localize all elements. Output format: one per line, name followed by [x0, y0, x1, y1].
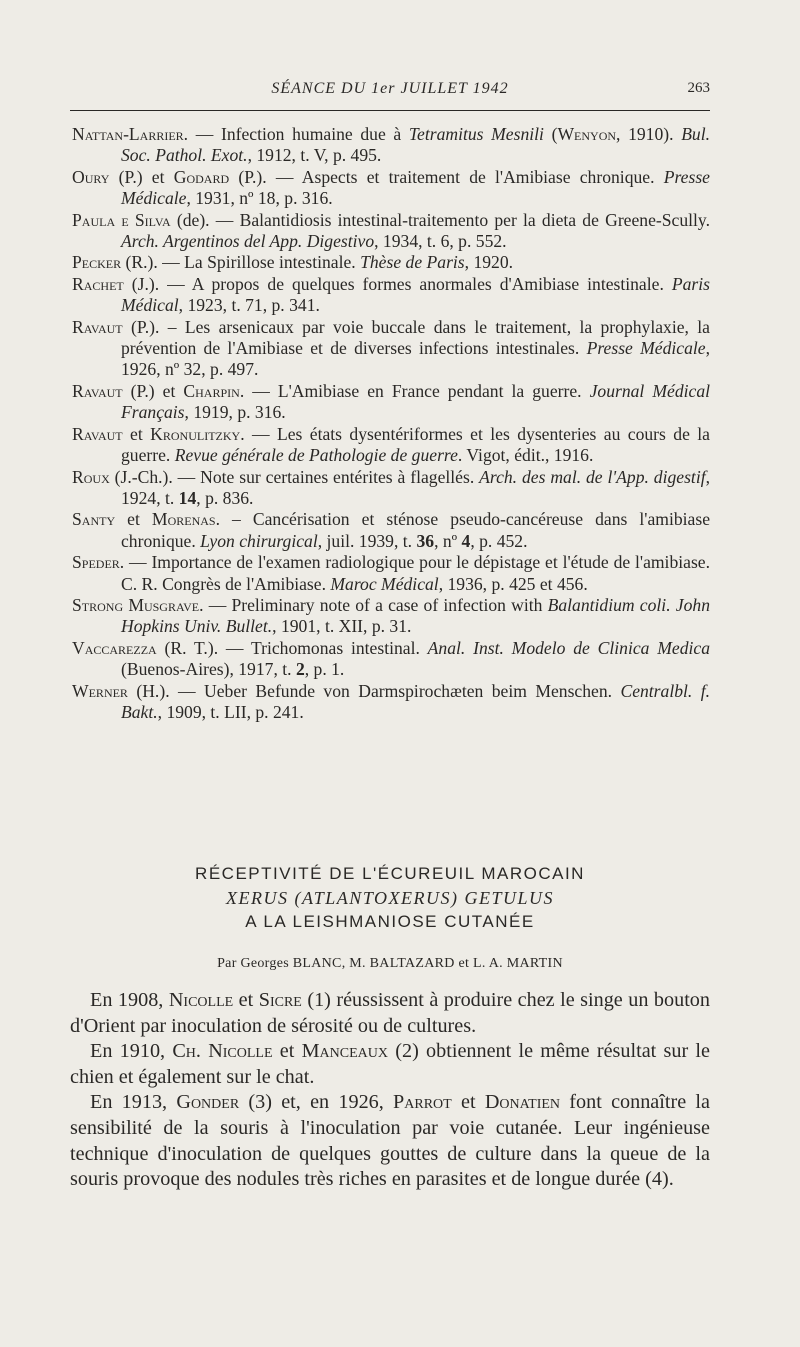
- author-name: Donatien: [484, 1091, 561, 1114]
- text: En 1913,: [90, 1091, 177, 1114]
- running-title: SÉANCE DU 1er JUILLET 1942: [271, 80, 509, 97]
- text: En 1910,: [90, 1040, 173, 1063]
- ref-author: Nattan-Larrier.: [72, 124, 189, 144]
- author-name: Manceaux: [301, 1040, 389, 1063]
- ref-text: (J.). — A propos de quelques formes anormales d'Amibiase intestinale.: [123, 273, 672, 294]
- text: En 1908,: [90, 989, 169, 1011]
- ref-citation: , p. 452.: [470, 530, 528, 551]
- reference-item: [72, 252, 710, 273]
- ref-journal: Presse Médicale: [586, 338, 706, 359]
- ref-author: Charpin: [183, 380, 240, 401]
- ref-citation: , 1924, t.: [121, 466, 710, 508]
- ref-journal: Thèse de Paris: [360, 252, 465, 273]
- ref-author: Morenas: [151, 509, 216, 530]
- ref-citation: , 1931, nº 18, p. 316.: [186, 188, 333, 209]
- ref-author: Pecker: [72, 252, 122, 273]
- ref-citation: , nº: [434, 530, 462, 551]
- paragraph: [70, 1039, 710, 1090]
- ref-journal: Anal. Inst. Modelo de Clinica Medica: [427, 637, 710, 658]
- ref-author: Roux: [72, 466, 110, 487]
- ref-author: Paula e Silva: [72, 209, 171, 230]
- ref-author: Ravaut: [72, 423, 123, 444]
- text: (3) et, en 1926,: [239, 1091, 394, 1114]
- ref-citation: , 1920.: [464, 252, 514, 273]
- reference-item: [72, 509, 710, 552]
- reference-item: [72, 167, 710, 210]
- ref-journal: Maroc Médical: [330, 573, 439, 594]
- ref-text: (P.) et: [109, 166, 174, 187]
- reference-item: [72, 424, 710, 467]
- ref-journal: Balantidium coli. John Hopkins Univ. Bullet.: [121, 594, 710, 637]
- article-body: [70, 988, 710, 1193]
- ref-citation: , p. 836.: [196, 487, 254, 508]
- bibliography: [72, 124, 710, 723]
- ref-journal: Centralbl. f. Bakt.: [121, 680, 710, 722]
- ref-author: Werner: [72, 680, 128, 701]
- ref-author: Godard: [173, 166, 230, 187]
- ref-text: , 1910).: [616, 124, 682, 144]
- title-line-species: XERUS (ATLANTOXERUS) GETULUS: [225, 888, 554, 908]
- ref-text: et: [122, 423, 151, 444]
- ref-citation: , 1912, t. V, p. 495.: [247, 145, 382, 166]
- ref-volume: 14: [178, 487, 197, 508]
- author-name: Gonder: [176, 1091, 240, 1114]
- text: et: [272, 1040, 302, 1063]
- reference-item: [72, 595, 710, 638]
- ref-volume: 2: [295, 659, 305, 680]
- author-name: Nicolle: [168, 989, 234, 1011]
- ref-text: (R.). — La Spirillose intestinale.: [121, 252, 361, 273]
- ref-author: Santy: [72, 509, 116, 530]
- author-name: Parrot: [393, 1091, 452, 1114]
- text: font connaître la sensibilité de la souris à l'inoculation par voie cutanée. Leur ingénieuse technique d'inoculation de quelques gouttes de culture dans la queue de la souris provoque des nodules très riches en parasites et de longue durée (4).: [70, 1091, 710, 1191]
- ref-citation: . Vigot, édit., 1916.: [457, 445, 594, 466]
- ref-citation: , 1901, t. XII, p. 31.: [272, 616, 412, 637]
- ref-citation: (Buenos-Aires), 1917, t.: [121, 659, 296, 680]
- ref-text: (P.) et: [122, 380, 184, 401]
- reference-item: [72, 317, 710, 381]
- ref-journal: Bul. Soc. Pathol. Exot.: [121, 124, 711, 166]
- reference-item: [72, 552, 710, 595]
- ref-journal: Arch. Argentinos del App. Digestivo: [121, 231, 375, 252]
- ref-text: (: [543, 124, 558, 144]
- reference-item: [72, 381, 710, 424]
- ref-text: . – Cancérisation et sténose pseudo-cancéreuse dans l'amibiase chronique.: [121, 509, 710, 551]
- ref-journal: Lyon chirurgical: [200, 530, 318, 551]
- ref-text: . — Les états dysentériformes et les dysenteries au cours de la guerre.: [121, 423, 710, 466]
- ref-citation: , juil. 1939, t.: [317, 530, 417, 551]
- text: (1) réussissent à produire chez le singe un bouton d'Orient par inoculation de sérosité ou de cultures.: [70, 989, 710, 1037]
- article-title: [70, 862, 710, 934]
- ref-title: Tetramitus Mesnili: [408, 124, 544, 144]
- ref-citation: , 1926, nº 32, p. 497.: [121, 338, 711, 380]
- ref-text: . — Importance de l'examen radiologique pour le dépistage et l'étude de l'amibiase. C. R. Congrès de l'Amibiase.: [119, 552, 710, 594]
- ref-text: (H.). — Ueber Befunde von Darmspirochæten beim Menschen.: [127, 680, 621, 701]
- page-number: 263: [687, 80, 710, 96]
- ref-citation: , 1934, t. 6, p. 552.: [374, 231, 507, 252]
- paragraph: [70, 988, 710, 1039]
- ref-text: (P.). — Aspects et traitement de l'Amibiase chronique.: [229, 166, 664, 187]
- ref-author: Rachet: [72, 273, 124, 294]
- title-line: A LA LEISHMANIOSE CUTANÉE: [245, 912, 535, 931]
- ref-journal: Journal Médical Français: [121, 380, 710, 423]
- text: et: [233, 989, 259, 1011]
- ref-citation: , p. 1.: [304, 659, 345, 680]
- ref-volume: 36: [416, 530, 435, 551]
- title-line: RÉCEPTIVITÉ DE L'ÉCUREUIL MAROCAIN: [195, 864, 585, 883]
- ref-text: (P.). – Les arsenicaux par voie buccale dans le traitement, la prophylaxie, la prévention de l'Amibiase et de diverses infections intestinales.: [121, 316, 710, 359]
- ref-citation: , 1909, t. LII, p. 241.: [157, 701, 304, 722]
- byline: Par Georges BLANC, M. BALTAZARD et L. A. MARTIN: [217, 956, 563, 971]
- reference-item: [72, 638, 710, 681]
- ref-author: Ravaut: [72, 316, 123, 337]
- text: et: [451, 1091, 485, 1114]
- ref-text: (R. T.). — Trichomonas intestinal.: [156, 637, 428, 658]
- ref-journal: Arch. des mal. de l'App. digestif: [479, 466, 706, 487]
- ref-author: Oury: [72, 166, 110, 187]
- ref-text: (J.-Ch.). — Note sur certaines entérites à flagellés.: [109, 466, 480, 487]
- ref-journal: Presse Médicale: [121, 166, 710, 209]
- reference-item: [72, 274, 710, 317]
- author-name: Sicre: [258, 989, 302, 1011]
- page-header: [70, 80, 710, 104]
- ref-author: Wenyon: [557, 124, 617, 144]
- text: (2) obtiennent le même résultat sur le chien et également sur le chat.: [70, 1040, 711, 1088]
- ref-text: — Infection humaine due à: [188, 124, 409, 144]
- ref-text: (de). — Balantidiosis intestinal-traitemento per la dieta de Greene-Scully.: [170, 209, 710, 230]
- ref-journal: Revue générale de Pathologie de guerre: [174, 445, 458, 466]
- ref-citation: , 1923, t. 71, p. 341.: [178, 295, 320, 316]
- ref-text: . — L'Amibiase en France pendant la guerre.: [239, 380, 590, 401]
- reference-item: [72, 210, 710, 253]
- author-name: Ch. Nicolle: [172, 1040, 273, 1063]
- ref-author: Ravaut: [72, 380, 123, 401]
- ref-author: Vaccarezza: [72, 637, 157, 658]
- header-rule: [70, 110, 710, 111]
- reference-item: [72, 681, 710, 724]
- ref-text: . — Preliminary note of a case of infection with: [199, 594, 548, 615]
- reference-item: [72, 467, 710, 510]
- ref-citation: , 1919, p. 316.: [184, 402, 286, 423]
- ref-author: Kronulitzky: [150, 423, 241, 444]
- reference-item: [72, 124, 710, 167]
- ref-journal: Paris Médical: [121, 273, 710, 316]
- ref-citation: , 1936, p. 425 et 456.: [438, 573, 588, 594]
- ref-text: et: [115, 509, 152, 530]
- ref-author: Strong Musgrave: [72, 594, 200, 615]
- ref-author: Speder: [72, 552, 120, 573]
- paragraph: [70, 1090, 710, 1192]
- ref-number: 4: [461, 530, 471, 551]
